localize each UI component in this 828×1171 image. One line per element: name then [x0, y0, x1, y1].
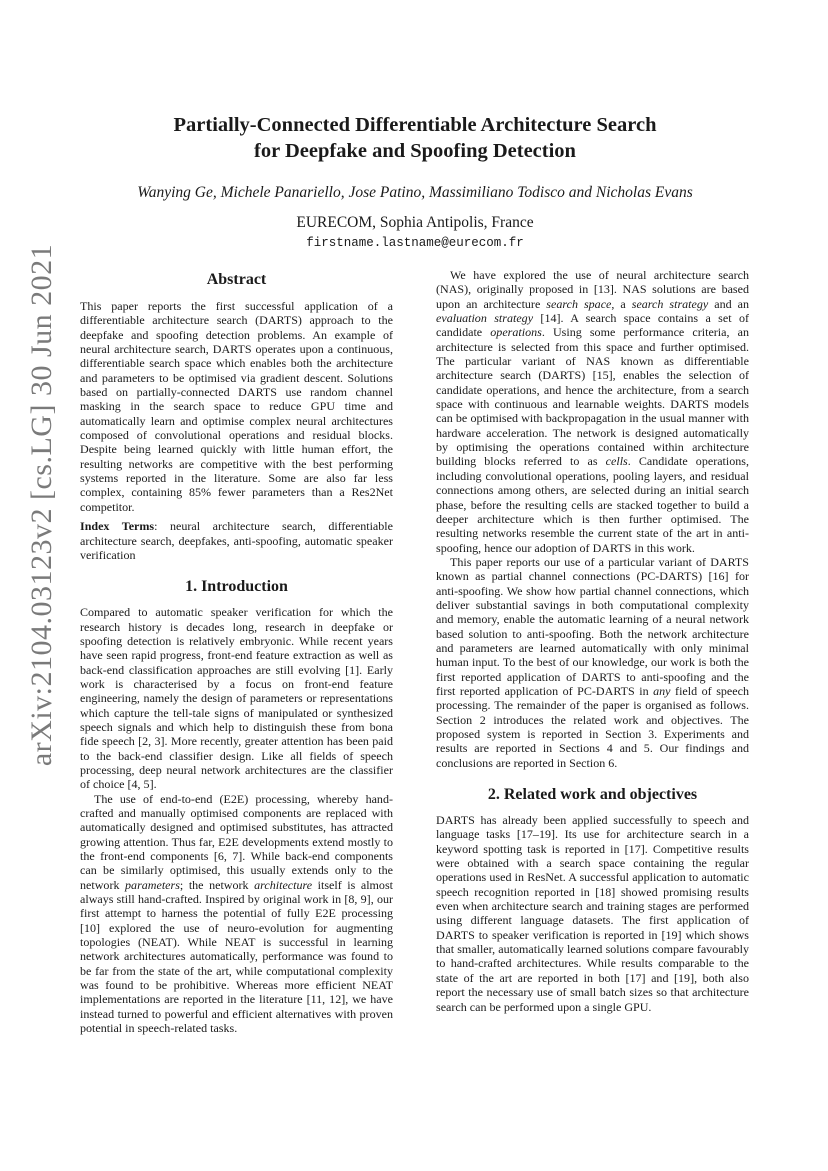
title-line-1: Partially-Connected Differentiable Architecture Search — [173, 114, 657, 136]
paper-header — [80, 112, 750, 250]
left-column — [80, 268, 393, 1036]
abstract-heading: Abstract — [206, 271, 267, 288]
contact-email: firstname.lastname@eurecom.fr — [306, 236, 524, 250]
intro-paragraph-3: We have explored the use of neural architecture search (NAS), originally proposed in [13]. NAS solutions are based upon an architecture search space, a search strategy and an evaluation strategy [14]. A search space contains a set of candidate operations. Using some performance criteria, an architecture is selected from this space and further optimised. The particular variant of NAS known as differentiable architecture search (DARTS) [15], enables the selection of candidate operations, and hence the architecture, from a search space with continuous and learnable weights. DARTS models can be optimised with backpropagation in the usual manner with hardware acceleration. The network is designed automatically by optimising the operations contained within architecture building blocks referred to as cells. Candidate operations, including convolutional operations, pooling layers, and residual connections among others, are selected during an initial search phase, before the resulting cells are stacked together to build a deeper architecture which is then further optimised. The resulting networks resemble the current state of the art in anti-spoofing, hence our adoption of DARTS in this work. — [436, 268, 749, 555]
arxiv-identifier: arXiv:2104.03123v2 [cs.LG] 30 Jun 2021 — [25, 243, 58, 767]
abstract-text: This paper reports the first successful application of a differentiable architecture search (DARTS) approach to the deepfake and spoofing detection problems. An example of neural architecture search, DARTS operates upon a continuous, differentiable search space which enables both the architecture and parameters to be optimised via gradient descent. Solutions based on partially-connected DARTS use random channel masking in the search space to reduce GPU time and automatically learn and optimise complex neural architectures composed of convolutional operations and residual blocks. Despite being learned quickly with little human effort, the resulting networks are competitive with the best performing systems reported in the literature. Some are also far less complex, containing 85% fewer parameters than a Res2Net competitor. — [80, 299, 393, 514]
section-1-heading: 1. Introduction — [185, 578, 288, 596]
paper-title — [80, 112, 750, 164]
intro-paragraph-4: This paper reports our use of a particular variant of DARTS known as partial channel connections (PC-DARTS) [16] for anti-spoofing. We show how partial channel connections, which deliver substantial savings in both computational complexity and memory, enable the automatic learning of a neural network based solution to anti-spoofing. Both the network architecture and parameters are learned automatically with only minimal human input. To the best of our knowledge, our work is both the first reported application of DARTS to anti-spoofing and the first reported application of PC-DARTS in any field of speech processing. The remainder of the paper is organised as follows. Section 2 introduces the related work and objectives. The proposed system is reported in Section 3. Experiments and results are reported in Sections 4 and 5. Our findings and conclusions are reported in Section 6. — [436, 554, 749, 770]
index-terms-text: : neural architecture search, differentiable architecture search, deepfakes, anti-spoofing, automatic speaker verification — [80, 519, 393, 562]
author-list: Wanying Ge, Michele Panariello, Jose Patino, Massimiliano Todisco and Nicholas Evans — [137, 184, 693, 201]
index-terms-label: Index Terms — [80, 519, 155, 534]
right-column — [436, 268, 749, 1014]
index-terms — [80, 519, 393, 562]
intro-paragraph-1: Compared to automatic speaker verification for which the research history is decades long, research in deepfake or spoofing detection is relatively embryonic. While recent years have seen rapid progress, front-end feature extraction as well as back-end classification approaches are still evolving [1]. Early work is characterised by a focus on front-end feature engineering, namely the design of parameters or representations which capture the tell-tale signs of manipulated or synthesized speech signals and which help to distinguish these from bona fide speech [2, 3]. More recently, greater attention has been paid to the back-end classifier design. Like all fields of speech processing, deep neural network architectures are the classifier of choice [4, 5]. — [80, 605, 393, 792]
intro-paragraph-2: The use of end-to-end (E2E) processing, whereby hand-crafted and manually optimised components are replaced with automatically designed and optimised substitutes, has attracted growing attention. Thus far, E2E developments extend mostly to the front-end components [6, 7]. While back-end components can be similarly optimised, this usually extends only to the network parameters; the network architecture itself is almost always still hand-crafted. Inspired by original work in [8, 9], our first attempt to harness the potential of fully E2E processing [10] explored the use of neuro-evolution for augmenting topologies (NEAT). While NEAT is successful in learning network architectures automatically, performance was found to be far from the state of the art, while computational complexity was found to be prohibitive. Whereas more efficient NEAT implementations are reported in the literature [11, 12], we have instead turned to powerful and efficient alternatives with proven potential in speech-related tasks. — [80, 791, 393, 1036]
title-line-2: for Deepfake and Spoofing Detection — [254, 140, 576, 162]
affiliation: EURECOM, Sophia Antipolis, France — [296, 214, 534, 231]
section-2-heading: 2. Related work and objectives — [487, 786, 698, 804]
related-work-paragraph-1: DARTS has already been applied successfully to speech and language tasks [17–19]. Its use for architecture search in a keyword spotting task is reported in [17]. Competitive results were obtained with a search space containing the regular operations used in ResNet. A successful application to automatic speech recognition reported in [18] showed promising results even when architecture search and training stages are performed using different language datasets. The first application of DARTS to speaker verification is reported in [19] which shows that smaller, automatically learned solutions compare favourably to hand-crafted architectures. While results comparable to the state of the art are reported in both [17] and [19], both also report the necessary use of small batch sizes so that architecture search can be performed upon a single GPU. — [436, 813, 749, 1014]
